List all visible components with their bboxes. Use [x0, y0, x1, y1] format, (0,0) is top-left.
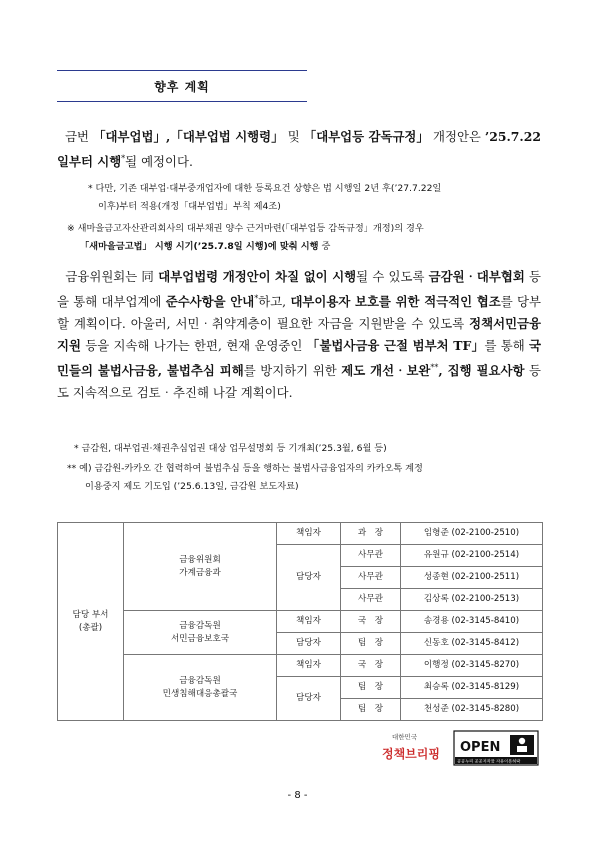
footnote-briefings: * 금감원, 대부업권‧채권추심업권 대상 업무설명회 등 기개최(’25.3월, 6월 등): [74, 443, 387, 454]
korea-small-text: 대한민국: [392, 733, 418, 741]
org-cell: 금융감독원 민생침해대응총괄국: [124, 655, 277, 721]
contact-cell: 김상록 (02-2100-2513): [401, 589, 543, 611]
paragraph-enforcement-date: 금번 「대부업법」,「대부업법 시행령」 및 「대부업등 감독규정」 개정안은 ’25.7.22일부터 시행*될 예정이다.: [57, 129, 541, 170]
contact-cell: 이행정 (02-3145-8270): [401, 655, 543, 677]
contact-table: [57, 522, 543, 721]
role-cell: 담당자: [277, 545, 341, 611]
table-row: [58, 611, 543, 633]
briefing-logo-text: 정책브리핑: [382, 747, 440, 761]
title-cell: 사무관: [341, 545, 401, 567]
org-cell: 금융감독원 서민금융보호국: [124, 611, 277, 655]
title-cell: 사무관: [341, 589, 401, 611]
contact-cell: 최승록 (02-3145-8129): [401, 677, 543, 699]
title-cell: 과 장: [341, 523, 401, 545]
section-title: 향후 계획: [154, 80, 210, 94]
footer-logos: [380, 728, 540, 770]
logo-graphic: [380, 728, 540, 770]
contact-cell: 성종현 (02-2100-2511): [401, 567, 543, 589]
contact-cell: 임형준 (02-2100-2510): [401, 523, 543, 545]
title-cell: 팀 장: [341, 633, 401, 655]
title-cell: 팀 장: [341, 677, 401, 699]
role-cell: 담당자: [277, 633, 341, 655]
title-cell: 사무관: [341, 567, 401, 589]
footnote-registration: * 다만, 기존 대부업‧대부중개업자에 대한 등록요건 상향은 법 시행일 2년 후(’27.7.22일 이후)부터 적용(개정「대부업법」부칙 제4조): [88, 183, 442, 212]
title-cell: 국 장: [341, 655, 401, 677]
open-sub-text: 공공누리 공공저작물 자유이용허락: [457, 758, 521, 764]
org-cell: 금융위원회 가계금융과: [124, 523, 277, 611]
role-cell: 담당자: [277, 677, 341, 721]
person-body-icon: [517, 746, 527, 752]
table-row: [58, 523, 543, 545]
title-cell: 국 장: [341, 611, 401, 633]
open-logo-text: OPEN: [460, 740, 501, 755]
contact-cell: 천성준 (02-3145-8280): [401, 699, 543, 721]
contact-cell: 유원규 (02-2100-2514): [401, 545, 543, 567]
table-row: [58, 655, 543, 677]
contact-cell: 송경용 (02-3145-8410): [401, 611, 543, 633]
person-icon: [519, 738, 525, 744]
role-cell: 책임자: [277, 611, 341, 633]
section-header: [57, 70, 307, 102]
page-number: - 8 -: [287, 790, 308, 801]
footnote-saemaul: ※ 새마을금고자산관리회사의 대부채권 양수 근거마련(「대부업등 감독규정」개정)의 경우 「새마을금고법」 시행 시기(’25.7.8일 시행)에 맞춰 시행 중: [67, 223, 424, 252]
role-cell: 책임자: [277, 655, 341, 677]
contact-cell: 신동호 (02-3145-8412): [401, 633, 543, 655]
paragraph-future-plan: 금융위원회는 同 대부업법령 개정안이 차질 없이 시행될 수 있도록 금감원‧대부협회 등을 통해 대부업계에 준수사항을 안내*하고, 대부이용자 보호를 위한 적극적인 협조를 당부할 계획이다. 아울러, 서민‧취약계층이 필요한 자금을 지원받을 수 있도록 정책서민금융 지원 등을 지속해 나가는 한편, 현재 운영중인 「불법사금융 근절 범부처 TF」를 통해 국민들의 불법사금융, 불법추심 피해를 방지하기 위한 제도 개선‧보완**, 집행 필요사항 등도 지속적으로 검토‧추진해 나갈 계획이다.: [57, 269, 541, 401]
footnote-kakao: ** 예) 금감원-카카오 간 협력하여 불법추심 등을 행하는 불법사금융업자의 카카오톡 계정 이용중지 제도 기도입 (’25.6.13일, 금감원 보도자료): [67, 463, 423, 492]
role-cell: 책임자: [277, 523, 341, 545]
dept-label-cell: 담당 부서 (총괄): [58, 523, 124, 721]
title-cell: 팀 장: [341, 699, 401, 721]
